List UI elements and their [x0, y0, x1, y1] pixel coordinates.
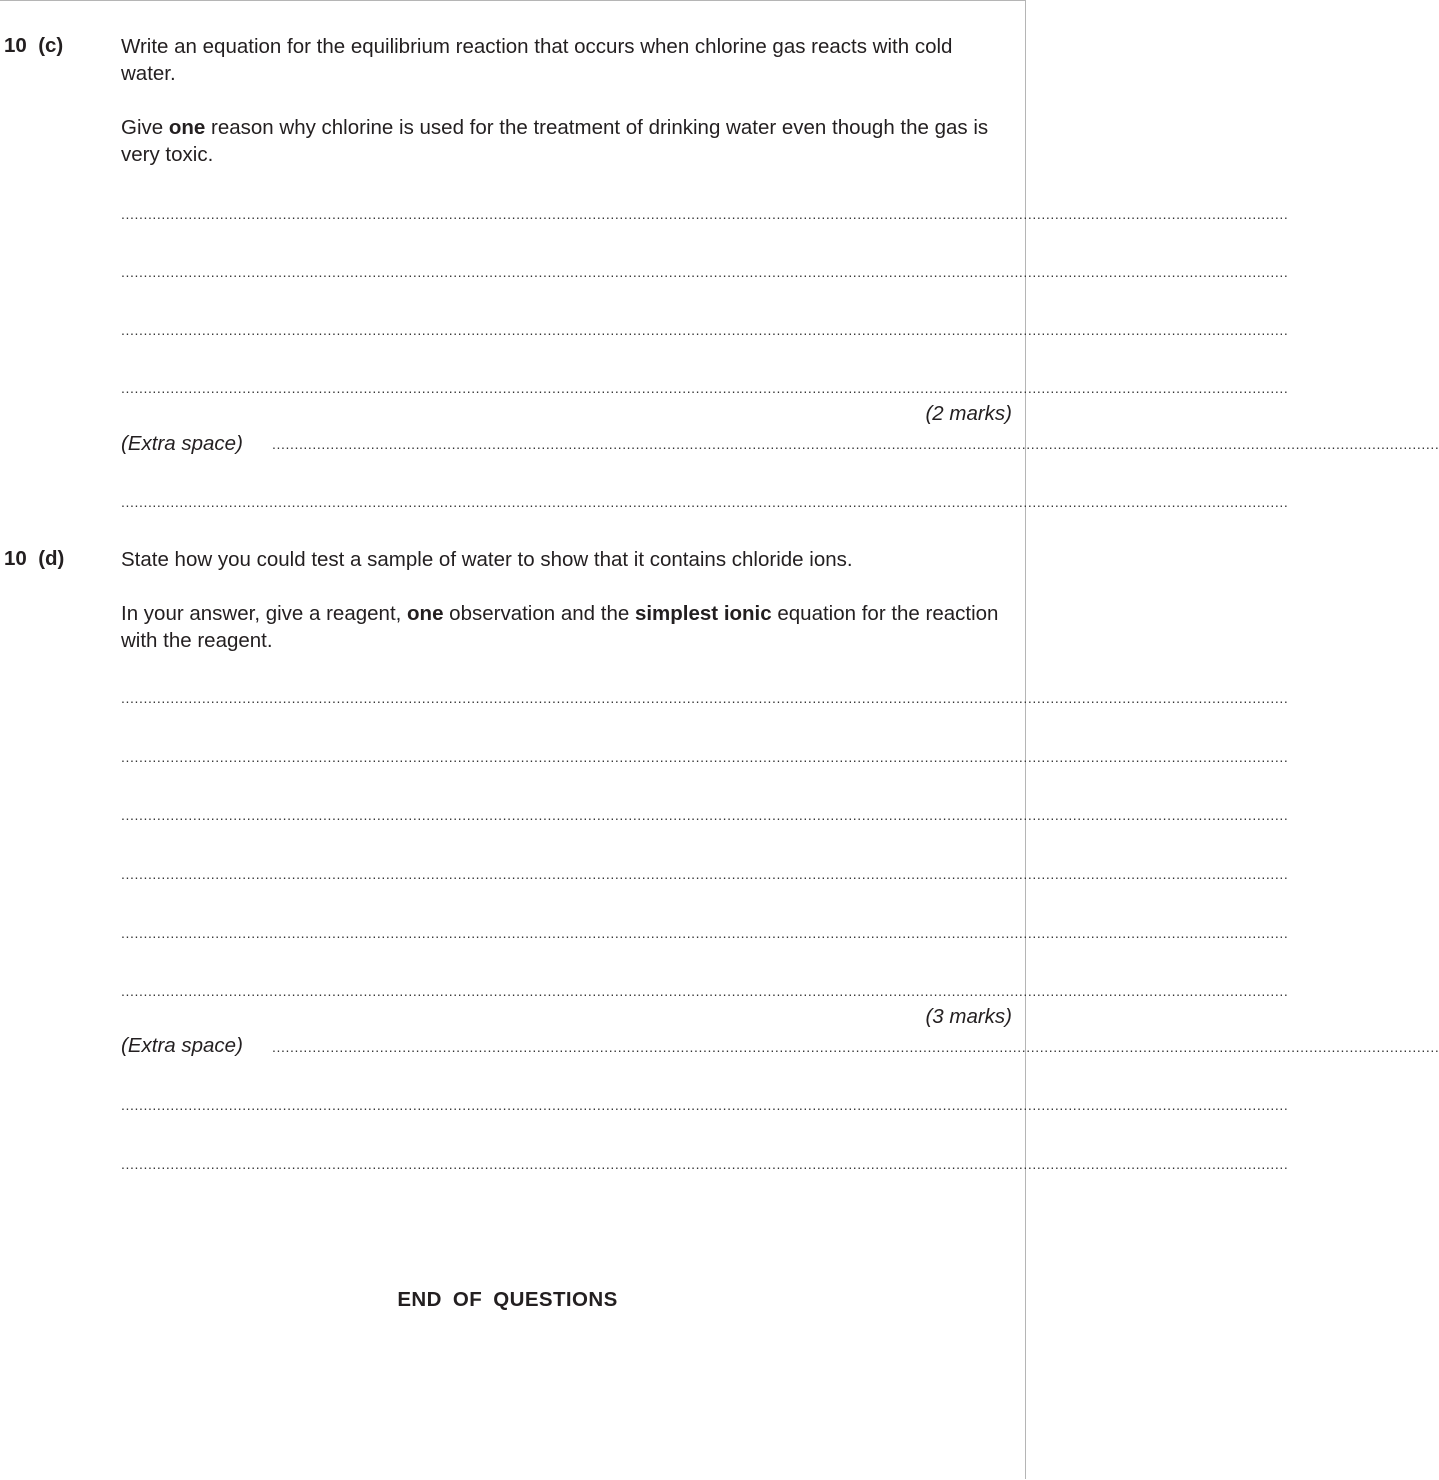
question-10c-prompt: Write an equation for the equilibrium reaction that occurs when chlorine gas reacts with cold water.	[121, 35, 953, 85]
emphasis-one: one	[168, 116, 206, 139]
question-10d-prompt: State how you could test a sample of water to show that it contains chloride ions.	[121, 548, 853, 571]
answer-line[interactable]: ....................................................................................................................................................................................................................................................................	[121, 690, 1289, 706]
answer-line[interactable]: ....................................................................................................................................................................................................................................................................	[121, 322, 1289, 338]
extra-space-label: (Extra space)	[121, 1034, 243, 1057]
answer-line[interactable]: ....................................................................................................................................................................................................................................................................	[121, 983, 1289, 999]
answer-line[interactable]: ....................................................................................................................................................................................................................................................................	[121, 380, 1289, 396]
question-10d-instruction: In your answer, give a reagent, one observation and the simplest ionic equation for the reaction with the reagent.	[121, 602, 999, 652]
answer-line[interactable]: ....................................................................................................................................................................................................................................................................	[121, 866, 1289, 882]
end-of-questions: END OF QUESTIONS	[397, 1288, 618, 1311]
question-number-10d: 10 (d)	[4, 547, 65, 570]
extra-answer-line[interactable]: ....................................................................................................................................................................................................................................................................	[121, 494, 1289, 510]
answer-line[interactable]: ....................................................................................................................................................................................................................................................................	[121, 206, 1289, 222]
extra-answer-line[interactable]: ....................................................................................................................................................................................................................................................................	[121, 1156, 1289, 1172]
extra-answer-line[interactable]: ....................................................................................................................................................................................................................................................................	[272, 436, 1439, 452]
answer-line[interactable]: ....................................................................................................................................................................................................................................................................	[121, 925, 1289, 941]
answer-line[interactable]: ....................................................................................................................................................................................................................................................................	[121, 807, 1289, 823]
answer-line[interactable]: ....................................................................................................................................................................................................................................................................	[121, 264, 1289, 280]
extra-answer-line[interactable]: ....................................................................................................................................................................................................................................................................	[121, 1097, 1289, 1113]
extra-answer-line[interactable]: ....................................................................................................................................................................................................................................................................	[272, 1039, 1439, 1055]
question-10c-instruction: Give one reason why chlorine is used for the treatment of drinking water even though the gas is very toxic.	[121, 116, 989, 166]
extra-space-label: (Extra space)	[121, 432, 243, 455]
question-number-10c: 10 (c)	[4, 34, 64, 57]
marks-10c: (2 marks)	[925, 402, 1012, 425]
answer-line[interactable]: ....................................................................................................................................................................................................................................................................	[121, 749, 1289, 765]
marks-10d: (3 marks)	[925, 1005, 1012, 1028]
